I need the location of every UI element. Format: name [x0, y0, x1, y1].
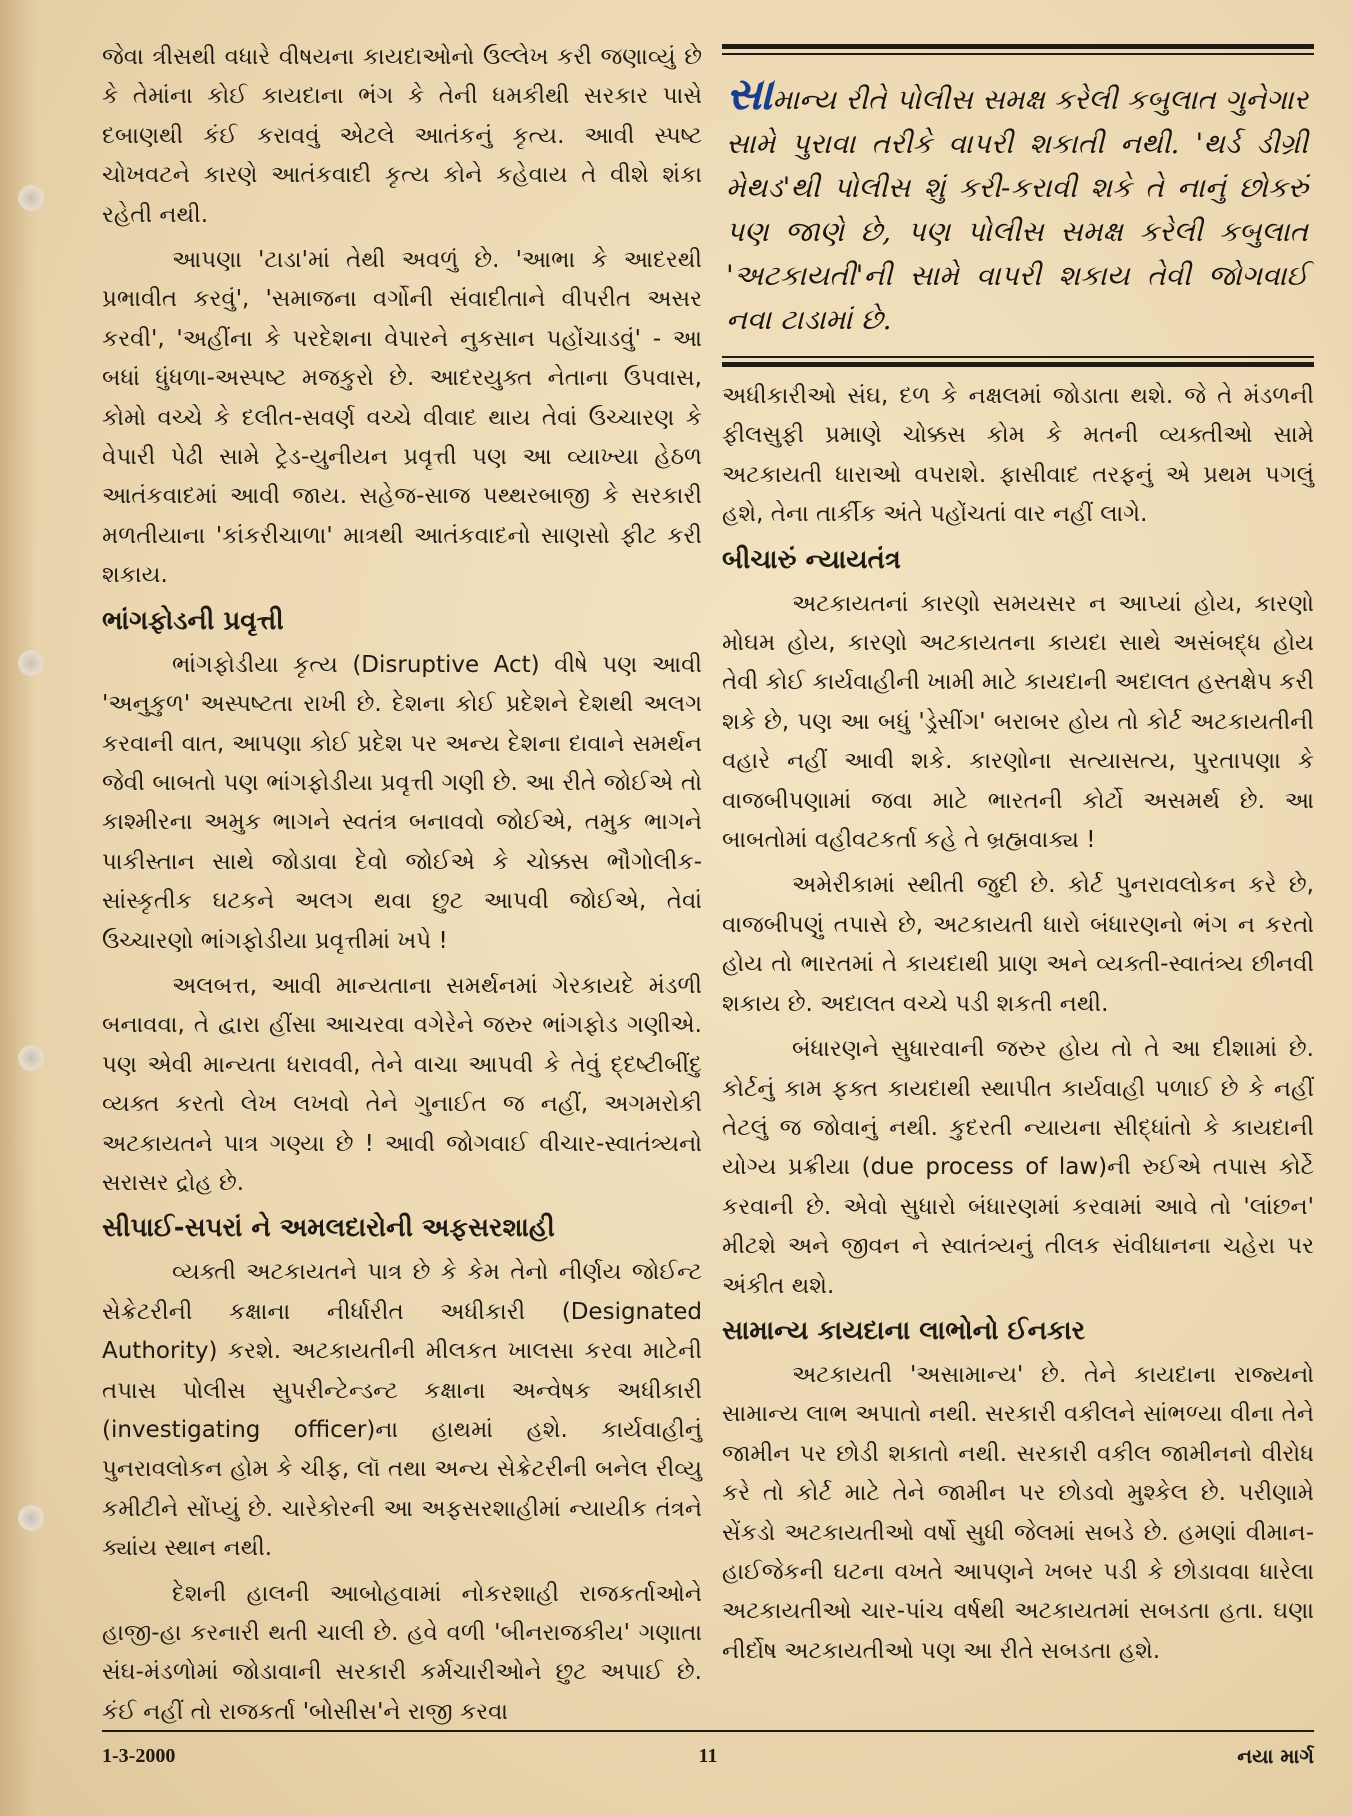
- left-column: [102, 38, 702, 1738]
- paragraph: ભાંગફોડીયા કૃત્ય (Disruptive Act) વીષે પણ આવી 'અનુકુળ' અસ્પષ્ટતા રાખી છે. દેશના કોઈ પ્રદેશને દેશથી અલગ કરવાની વાત, આપણા કોઈ પ્રદેશ પર અન્ય દેશના દાવાને સમર્થન જેવી બાબતો પણ ભાંગફોડીયા પ્રવૃત્તી ગણી છે. આ રીતે જોઈએ તો કાશ્મીરના અમુક ભાગને સ્વતંત્ર બનાવવો જોઈએ, તમુક ભાગને પાકીસ્તાન સાથે જોડાવા દેવો જોઈએ કે ચોક્કસ ભૌગોલીક-સાંસ્કૃતીક ઘટકને અલગ થવા છુટ આપવી જોઈએ, તેવાં ઉચ્ચારણો ભાંગફોડીયા પ્રવૃત્તીમાં ખપે !: [102, 651, 702, 954]
- paragraph: વ્યક્તી અટકાયતને પાત્ર છે કે કેમ તેનો નીર્ણય જોઈન્ટ સેક્રેટરીની કક્ષાના નીર્ધારીત અધીકારી (Designated Authority) કરશે. અટકાયતીની મીલકત ખાલસા કરવા માટેની તપાસ પોલીસ સુપરીન્ટેન્ડન્ટ કક્ષાના અન્વેષક અધીકારી (investigating officer)ના હાથમાં હશે. કાર્યવાહીનું પુનરાવલોકન હોમ કે ચીફ, લૉ તથા અન્ય સેક્રેટરીની બનેલ રીવ્યુ કમીટીને સોંપ્યું છે. ચારેકોરની આ અફસરશાહીમાં ન્યાયીક તંત્રને ક્યાંય સ્થાન નથી.: [102, 1259, 702, 1562]
- binding-hole: [18, 1045, 44, 1071]
- paragraph: બંધારણને સુધારવાની જરુર હોય તો તે આ દીશામાં છે. કોર્ટનું કામ ફક્ત કાયદાથી સ્થાપીત કાર્યવાહી પળાઈ છે કે નહીં તેટલું જ જોવાનું નથી. કુદરતી ન્યાયના સીદ્ધાંતો કે કાયદાની યોગ્ય પ્રક્રીયા (due process of law)ની રુઈએ તપાસ કોર્ટે કરવાની છે. એવો સુધારો બંધારણમાં કરવામાં આવે તો 'લાંછન' મીટશે અને જીવન ને સ્વાતંત્ર્યનું તીલક સંવીધાનના ચહેરા પર અંકીત થશે.: [722, 1036, 1314, 1299]
- section-heading: ભાંગફોડની પ્રવૃત્તી: [102, 605, 284, 636]
- pull-quote-text: [726, 69, 1308, 342]
- paragraph: અટકાયતી 'અસામાન્ય' છે. તેને કાયદાના રાજ્યનો સામાન્ય લાભ અપાતો નથી. સરકારી વકીલને સાંભળ્યા વીના તેને જામીન પર છોડી શકાતો નથી. સરકારી વકીલ જામીનનો વીરોધ કરે તો કોર્ટ માટે તેને જામીન પર છોડવો મુશ્કેલ છે. પરીણામે સેંકડો અટકાયતીઓ વર્ષો સુધી જેલમાં સબડે છે. હમણાં વીમાન-હાઈજેકની ઘટના વખતે આપણને ખબર પડી કે છોડાવવા ધારેલા અટકાયતીઓ ચાર-પાંચ વર્ષથી અટકાયતમાં સબડતા હતા. ઘણા નીર્દોષ અટકાયતીઓ પણ આ રીતે સબડતા હશે.: [722, 1361, 1314, 1664]
- paragraph: જેવા ત્રીસથી વધારે વીષયના કાયદાઓનો ઉલ્લેખ કરી જણાવ્યું છે કે તેમાંના કોઈ કાયદાના ભંગ કે તેની ધમકીથી સરકાર પાસે દબાણથી કંઈ કરાવવું એટલે આતંકનું કૃત્ય. આવી સ્પષ્ટ ચોખવટને કારણે આતંકવાદી કૃત્ય કોને કહેવાય તે વીશે શંકા રહેતી નથી.: [102, 44, 702, 228]
- binding-hole: [18, 185, 44, 211]
- footer-rule: [102, 1730, 1314, 1732]
- pull-quote: [722, 55, 1314, 356]
- paragraph: અમેરીકામાં સ્થીતી જુદી છે. કોર્ટ પુનરાવલોકન કરે છે, વાજબીપણું તપાસે છે, અટકાયતી ધારો બંધારણનો ભંગ ન કરતો હોય તો ભારતમાં તે કાયદાથી પ્રાણ અને વ્યક્તી-સ્વાતંત્ર્ય છીનવી શકાય છે. અદાલત વચ્ચે પડી શકતી નથી.: [722, 872, 1314, 1017]
- pull-quote-dropcap: સા: [726, 69, 773, 120]
- right-column: [722, 44, 1314, 1677]
- magazine-name: નયા માર્ગ: [1237, 1744, 1314, 1768]
- section-heading: સામાન્ય કાયદાના લાભોનો ઈનકાર: [722, 1315, 1086, 1346]
- paragraph: આપણા 'ટાડા'માં તેથી અવળું છે. 'આભા કે આદરથી પ્રભાવીત કરવું', 'સમાજના વર્ગોની સંવાદીતાને વીપરીત અસર કરવી', 'અહીંના કે પરદેશના વેપારને નુકસાન પહોંચાડવું' - આ બધાં ધુંધળા-અસ્પષ્ટ મજકુરો છે. આદરયુક્ત નેતાના ઉપવાસ, કોમો વચ્ચે કે દલીત-સવર્ણ વચ્ચે વીવાદ થાય તેવાં ઉચ્ચારણ કે વેપારી પેઢી સામે ટ્રેડ-યુનીયન પ્રવૃત્તી પણ આ વ્યાખ્યા હેઠળ આતંકવાદમાં આવી જાય. સહેજ-સાજ પથ્થરબાજી કે સરકારી મળતીયાના 'કાંકરીચાળા' માત્રથી આતંકવાદનો સાણસો ફીટ કરી શકાય.: [102, 247, 702, 589]
- paragraph: અટકાયતનાં કારણો સમયસર ન આપ્યાં હોય, કારણો મોઘમ હોય, કારણો અટકાયતના કાયદા સાથે અસંબદ્ધ હોય તેવી કોઈ કાર્યવાહીની ખામી માટે કાયદાની અદાલત હસ્તક્ષેપ કરી શકે છે, પણ આ બધું 'ડ્રેસીંગ' બરાબર હોય તો કોર્ટ અટકાયતીની વહારે નહીં આવી શકે. કારણોના સત્યાસત્ય, પુરતાપણા કે વાજબીપણામાં જવા માટે ભારતની કોર્ટો અસમર્થ છે. આ બાબતોમાં વહીવટકર્તા કહે તે બ્રહ્મવાક્ય !: [722, 590, 1314, 854]
- binding-hole: [18, 1505, 44, 1531]
- paragraph: દેશની હાલની આબોહવામાં નોકરશાહી રાજકર્તાઓને હાજી-હા કરનારી થતી ચાલી છે. હવે વળી 'બીનરાજકીય' ગણાતા સંઘ-મંડળોમાં જોડાવાની સરકારી કર્મચારીઓને છુટ અપાઈ છે. કંઈ નહીં તો રાજકર્તા 'બોસીસ'ને રાજી કરવા: [102, 1580, 702, 1725]
- binding-shadow: [0, 0, 36, 1816]
- section-heading: બીચારું ન્યાયતંત્ર: [722, 544, 901, 575]
- paragraph: અધીકારીઓ સંઘ, દળ કે નક્ષલમાં જોડાતા થશે. જે તે મંડળની ફીલસુફી પ્રમાણે ચોક્કસ કોમ કે મતની વ્યક્તીઓ સામે અટકાયતી ધારાઓ વપરાશે. ફાસીવાદ તરફનું એ પ્રથમ પગલું હશે, તેના તાર્કીક અંતે પહોંચતાં વાર નહીં લાગે.: [722, 383, 1314, 528]
- binding-hole: [18, 650, 44, 676]
- pull-quote-bottom-rule-thin: [722, 356, 1314, 358]
- pull-quote-bottom-rule: [722, 362, 1314, 367]
- pull-quote-body: માન્ય રીતે પોલીસ સમક્ષ કરેલી કબુલાત ગુનેગાર સામે પુરાવા તરીકે વાપરી શકાતી નથી. 'થર્ડ ડીગ્રી મેથડ'થી પોલીસ શું કરી-કરાવી શકે તે નાનું છોકરું પણ જાણે છે, પણ પોલીસ સમક્ષ કરેલી કબુલાત 'અટકાયતી'ની સામે વાપરી શકાય તેવી જોગવાઈ નવા ટાડામાં છે.: [726, 83, 1308, 336]
- page-footer: [102, 1730, 1314, 1768]
- paragraph: અલબત્ત, આવી માન્યતાના સમર્થનમાં ગેરકાયદે મંડળી બનાવવા, તે દ્વારા હીંસા આચરવા વગેરેને જરુર ભાંગફોડ ગણીએ. પણ એવી માન્યતા ધરાવવી, તેને વાચા આપવી કે તેવું દ્દષ્ટીબીંદુ વ્યક્ત કરતો લેખ લખવો તેને ગુનાઈત જ નહીં, અગમરોકી અટકાયતને પાત્ર ગણ્યા છે ! આવી જોગવાઈ વીચાર-સ્વાતંત્ર્યનો સરાસર દ્રોહ છે.: [102, 972, 702, 1196]
- pull-quote-top-rule: [722, 44, 1314, 49]
- page-number: 11: [698, 1744, 718, 1767]
- issue-date: 1-3-2000: [102, 1744, 176, 1767]
- section-heading: સીપાઈ-સપરાં ને અમલદારોની અફસરશાહી: [102, 1213, 555, 1244]
